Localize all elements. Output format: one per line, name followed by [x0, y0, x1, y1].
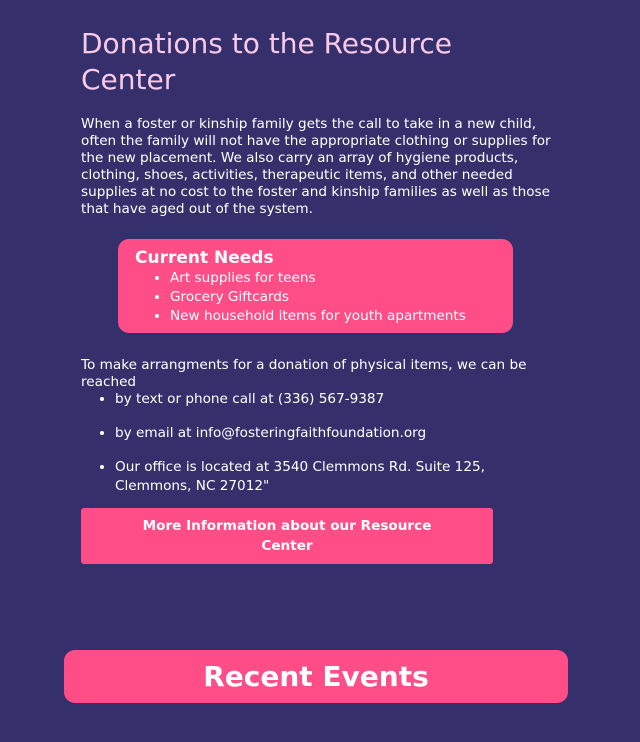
recent-events-banner: Recent Events — [64, 650, 568, 703]
current-needs-box — [118, 239, 513, 333]
current-needs-title: Current Needs — [135, 248, 274, 268]
current-needs-list — [135, 269, 513, 326]
needs-item-art-supplies: • Art supplies for teens — [170, 269, 513, 288]
contact-item-address: • Our office is located at 3540 Clemmons Rd. Suite 125, Clemmons, NC 27012" — [115, 458, 565, 496]
needs-item-grocery-giftcards: • Grocery Giftcards — [170, 288, 513, 307]
contact-item-phone: • by text or phone call at (336) 567-9387 — [115, 390, 565, 409]
contact-list — [81, 390, 565, 511]
page-title: Donations to the Resource Center — [81, 27, 452, 96]
needs-item-household-items: • New household items for youth apartments — [170, 307, 513, 326]
intro-paragraph: When a foster or kinship family gets the call to take in a new child, often the family will not have the appropriate clothing or supplies for the new placement. We also carry an array of hygiene products, clothing, shoes, activities, therapeutic items, and other needed supplies at no cost to the foster and kinship families as well as those that have aged out of the system. — [81, 116, 551, 217]
contact-item-email: • by email at info@fosteringfaithfoundation.org — [115, 424, 565, 443]
contact-intro: To make arrangments for a donation of physical items, we can be reached — [81, 357, 527, 390]
more-information-button[interactable]: More Information about our Resource Center — [81, 508, 493, 564]
